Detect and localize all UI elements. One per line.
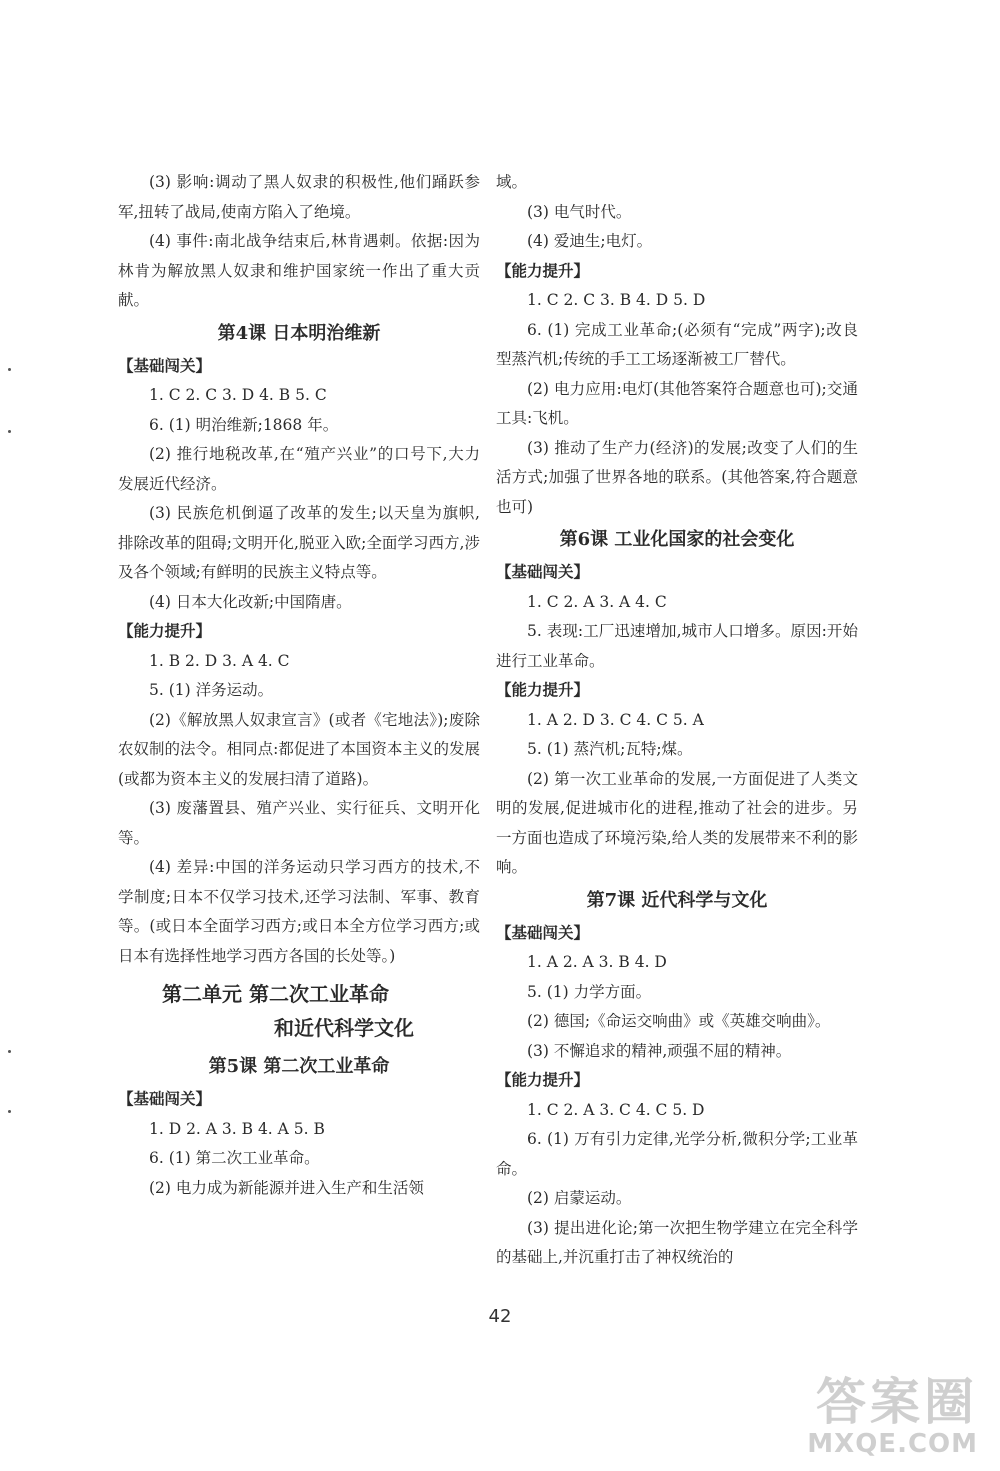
lesson-title: 第7课 近代科学与文化 bbox=[586, 889, 768, 911]
answer-text: 5. 表现:工厂迅速增加,城市人口增多。原因:开始进行工业革命。 bbox=[496, 622, 858, 670]
watermark-url: MXQE.COM bbox=[807, 1429, 978, 1459]
answer-text: (2) 德国;《命运交响曲》或《英雄交响曲》。 bbox=[527, 1012, 831, 1030]
scan-speck bbox=[8, 1050, 11, 1053]
section-label: 【基础闯关】 bbox=[496, 563, 590, 581]
page-number: 42 bbox=[488, 1306, 512, 1327]
answer-text: (4) 差异:中国的洋务运动只学习西方的技术,不学制度;日本不仅学习技术,还学习法制、军事、教育等。(或日本全面学习西方;或日本全方位学习西方;或日本有选择性地学习西方各国的长处等。) bbox=[118, 858, 480, 965]
answer-text: 1. C 2. C 3. D 4. B 5. C bbox=[149, 386, 327, 404]
answer-text: (4) 日本大化改新;中国隋唐。 bbox=[149, 592, 352, 611]
lesson-title: 第5课 第二次工业革命 bbox=[208, 1056, 390, 1077]
answer-text: 1. C 2. C 3. B 4. D 5. D bbox=[527, 291, 706, 309]
section-label: 【能力提升】 bbox=[118, 622, 212, 640]
answer-text: (2)《解放黑人奴隶宣言》(或者《宅地法》);废除农奴制的法令。相同点:都促进了本国资本主义的发展(或都为资本主义的发展扫清了道路)。 bbox=[118, 710, 480, 788]
answer-text: (3) 民族危机倒逼了改革的发生;以天皇为旗帜,排除改革的阻碍;文明开化,脱亚入欧;全面学习西方,涉及各个领域;有鲜明的民族主义特点等。 bbox=[118, 504, 480, 581]
lesson-title: 第6课 工业化国家的社会变化 bbox=[559, 529, 795, 550]
answer-text: (2) 电力成为新能源并进入生产和生活领 bbox=[149, 1178, 424, 1197]
lesson-title: 第4课 日本明治维新 bbox=[217, 322, 381, 344]
unit-heading-line2: 和近代科学文化 bbox=[274, 1016, 414, 1040]
section-label: 【能力提升】 bbox=[496, 1071, 590, 1089]
answer-text: 6. (1) 明治维新;1868 年。 bbox=[149, 415, 339, 434]
answer-text: 6. (1) 完成工业革命;(必须有“完成”两字);改良型蒸汽机;传统的手工工场逐渐被工厂替代。 bbox=[496, 320, 858, 368]
answer-text: 1. A 2. D 3. C 4. C 5. A bbox=[527, 710, 704, 729]
right-column bbox=[496, 168, 858, 1273]
answer-text: 域。 bbox=[496, 173, 528, 191]
left-column bbox=[118, 168, 480, 1203]
section-label: 【能力提升】 bbox=[496, 261, 590, 280]
answer-text: (3) 影响:调动了黑人奴隶的积极性,他们踊跃参军,扭转了战局,使南方陷入了绝境。 bbox=[118, 173, 480, 221]
answer-text: 1. C 2. A 3. C 4. C 5. D bbox=[527, 1100, 705, 1119]
unit-heading bbox=[118, 977, 480, 1045]
answer-text: (3) 电气时代。 bbox=[527, 202, 632, 221]
answer-text: 1. A 2. A 3. B 4. D bbox=[527, 953, 667, 971]
section-label: 【能力提升】 bbox=[496, 681, 590, 699]
unit-heading-line1: 第二单元 第二次工业革命 bbox=[162, 982, 389, 1006]
answer-text: (2) 电力应用:电灯(其他答案符合题意也可);交通工具:飞机。 bbox=[496, 379, 858, 427]
answer-text: 1. D 2. A 3. B 4. A 5. B bbox=[149, 1119, 325, 1138]
answer-text: 5. (1) 洋务运动。 bbox=[149, 681, 274, 699]
answer-text: (2) 第一次工业革命的发展,一方面促进了人类文明的发展,促进城市化的进程,推动了社会的进步。另一方面也造成了环境污染,给人类的发展带来不利的影响。 bbox=[496, 769, 858, 876]
section-label: 【基础闯关】 bbox=[118, 356, 212, 375]
answer-text: (3) 推动了生产力(经济)的发展;改变了人们的生活方式;加强了世界各地的联系。(其他答案,符合题意也可) bbox=[496, 438, 858, 516]
answer-text: 1. C 2. A 3. A 4. C bbox=[527, 592, 667, 611]
watermark-title: 答案圈 bbox=[816, 1373, 978, 1431]
answer-text: (4) 事件:南北战争结束后,林肯遇刺。依据:因为林肯为解放黑人奴隶和维护国家统一作出了重大贡献。 bbox=[118, 232, 480, 309]
watermark bbox=[807, 1375, 978, 1459]
answer-text: 6. (1) 万有引力定律,光学分析,微积分学;工业革命。 bbox=[496, 1130, 858, 1178]
scan-speck bbox=[8, 430, 11, 433]
answer-text: (3) 废藩置县、殖产兴业、实行征兵、文明开化等。 bbox=[118, 799, 480, 847]
answer-text: 1. B 2. D 3. A 4. C bbox=[149, 651, 290, 670]
answer-text: (3) 不懈追求的精神,顽强不屈的精神。 bbox=[527, 1041, 792, 1060]
scan-speck bbox=[8, 1110, 11, 1113]
answer-text: (3) 提出进化论;第一次把生物学建立在完全科学的基础上,并沉重打击了神权统治的 bbox=[496, 1218, 858, 1266]
answer-text: (4) 爱迪生;电灯。 bbox=[527, 232, 653, 250]
answer-text: (2) 启蒙运动。 bbox=[527, 1189, 632, 1207]
section-label: 【基础闯关】 bbox=[118, 1090, 212, 1108]
section-label: 【基础闯关】 bbox=[496, 923, 590, 942]
answer-text: 6. (1) 第二次工业革命。 bbox=[149, 1149, 320, 1167]
answer-text: 5. (1) 力学方面。 bbox=[527, 982, 652, 1001]
answer-text: 5. (1) 蒸汽机;瓦特;煤。 bbox=[527, 740, 693, 758]
scan-speck bbox=[8, 368, 11, 371]
answer-text: (2) 推行地税改革,在“殖产兴业”的口号下,大力发展近代经济。 bbox=[118, 445, 480, 493]
